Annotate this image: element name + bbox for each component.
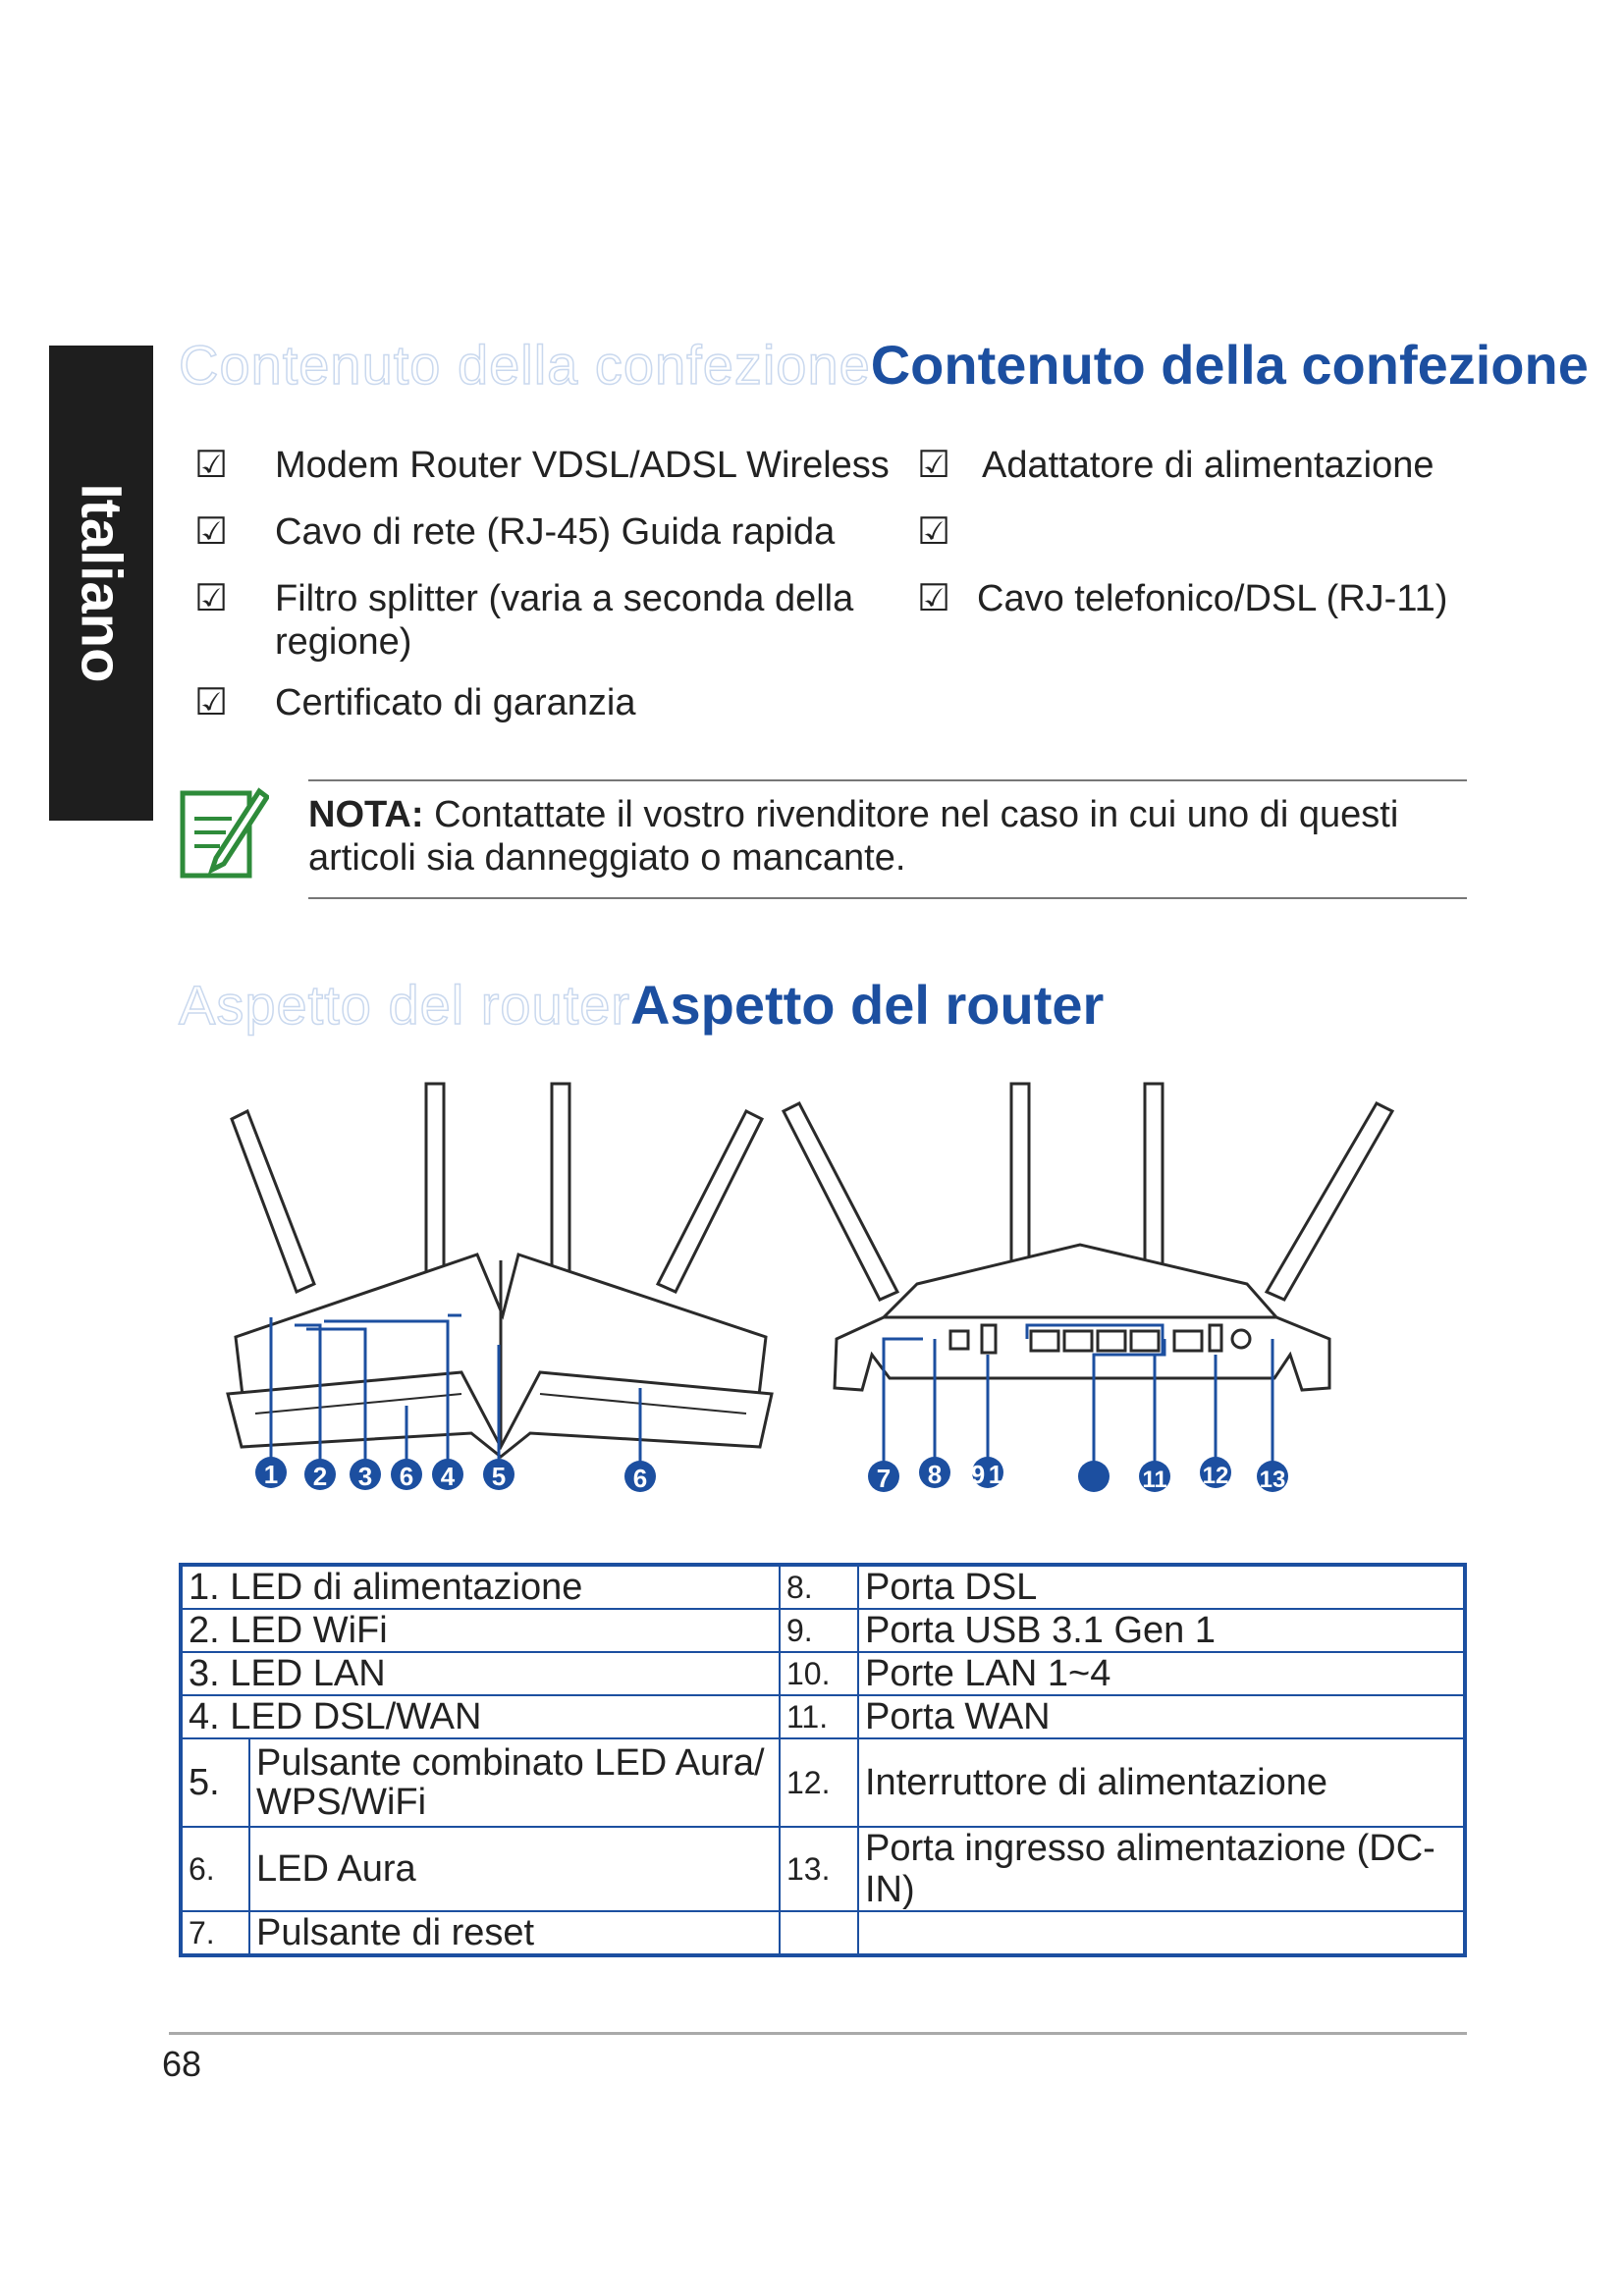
checklist-item: Certificato di garanzia — [275, 682, 636, 723]
table-cell — [780, 1911, 858, 1955]
section-router-ghost-title: Aspetto del router — [179, 974, 631, 1036]
callout-marker-3 — [350, 1459, 381, 1491]
table-cell: 7. — [181, 1911, 249, 1955]
note-label: NOTA: — [308, 794, 424, 835]
table-cell: 2. LED WiFi — [181, 1609, 780, 1652]
checkbox-icon: ☑ — [194, 578, 229, 619]
lan-port — [1098, 1331, 1125, 1351]
callout-marker-13 — [1257, 1461, 1288, 1493]
checklist-item: Adattatore di alimentazione — [982, 445, 1435, 486]
table-cell: LED Aura — [249, 1827, 780, 1911]
table-cell: Porte LAN 1~4 — [858, 1652, 1465, 1695]
usb-port — [982, 1325, 996, 1353]
antenna-icon — [784, 1103, 897, 1300]
table-row — [181, 1565, 1465, 1609]
checklist-item: Filtro splitter (varia a seconda della regione) — [275, 578, 854, 663]
router-back-body — [835, 1317, 1329, 1390]
note-bottom-rule — [308, 897, 1467, 899]
svg-text:3: 3 — [357, 1462, 373, 1491]
section-contents-heading — [179, 334, 1589, 396]
checkbox-icon: ☑ — [194, 511, 229, 553]
svg-text:12: 12 — [1202, 1463, 1229, 1489]
table-cell: 6. — [181, 1827, 249, 1911]
svg-text:1: 1 — [988, 1460, 1003, 1489]
callout-marker-7 — [868, 1461, 899, 1493]
section-contents-ghost-title: Contenuto della confezione — [179, 334, 871, 396]
table-row — [181, 1695, 1465, 1738]
table-cell: Interruttore di alimentazione — [858, 1738, 1465, 1827]
callout-marker-2 — [304, 1459, 336, 1491]
table-cell: 1. LED di alimentazione — [181, 1565, 780, 1609]
power-switch — [1210, 1325, 1221, 1351]
back-markers — [868, 1457, 1288, 1493]
callout-marker-9 — [971, 1457, 1003, 1489]
table-row — [181, 1738, 1465, 1827]
section-contents-title: Contenuto della confezione — [870, 334, 1589, 396]
note-pencil-icon — [177, 781, 269, 881]
callout-marker-6b — [624, 1461, 656, 1493]
footer-rule — [169, 2032, 1467, 2035]
lan-port — [1031, 1331, 1058, 1351]
checklist-item: Cavo telefonico/DSL (RJ-11) — [977, 578, 1448, 619]
antenna-icon — [232, 1111, 314, 1292]
table-cell: Porta DSL — [858, 1565, 1465, 1609]
svg-text:6: 6 — [399, 1462, 414, 1491]
callout-marker-1 — [255, 1457, 287, 1489]
section-router-title: Aspetto del router — [630, 974, 1105, 1036]
checklist-item: Modem Router VDSL/ADSL Wireless — [275, 445, 890, 486]
table-cell: 9. — [780, 1609, 858, 1652]
table-cell: 11. — [780, 1695, 858, 1738]
router-parts-legend-table — [179, 1563, 1467, 1957]
router-diagram — [0, 1060, 1624, 1531]
svg-text:11: 11 — [1142, 1467, 1167, 1493]
table-cell: Pulsante combinato LED Aura/ WPS/WiFi — [249, 1738, 780, 1827]
callout-marker-4 — [432, 1459, 463, 1491]
front-markers — [255, 1457, 656, 1493]
svg-text:5: 5 — [491, 1462, 507, 1491]
router-back-top — [884, 1245, 1276, 1317]
callout-marker-11 — [1139, 1461, 1170, 1493]
callout-marker-8 — [919, 1457, 950, 1489]
table-cell: Porta USB 3.1 Gen 1 — [858, 1609, 1465, 1652]
svg-text:1: 1 — [263, 1460, 279, 1489]
table-cell: 3. LED LAN — [181, 1652, 780, 1695]
antenna-icon — [426, 1084, 444, 1280]
svg-text:6: 6 — [632, 1464, 648, 1493]
lan-port — [1131, 1331, 1159, 1351]
note-body: Contattate il vostro rivenditore nel caso in cui uno di questi articoli sia danneggiato o mancante. — [308, 794, 1399, 879]
table-cell: Porta ingresso alimentazione (DC-IN) — [858, 1827, 1465, 1911]
antenna-icon — [658, 1111, 762, 1292]
language-side-tab — [49, 346, 153, 821]
note-text — [308, 793, 1467, 880]
table-cell: 12. — [780, 1738, 858, 1827]
callout-marker-10 — [1078, 1461, 1110, 1492]
svg-text:2: 2 — [312, 1462, 328, 1491]
page-number: 68 — [162, 2044, 202, 2084]
svg-text:8: 8 — [927, 1460, 943, 1489]
antenna-icon — [552, 1084, 569, 1280]
note-top-rule — [308, 779, 1467, 781]
table-cell — [858, 1911, 1465, 1955]
checkbox-icon: ☑ — [917, 511, 951, 553]
callout-marker-6a — [391, 1459, 422, 1491]
dsl-port — [950, 1331, 968, 1349]
table-cell: 10. — [780, 1652, 858, 1695]
table-row — [181, 1827, 1465, 1911]
language-tab-label: Italiano — [69, 483, 134, 683]
table-cell: Pulsante di reset — [249, 1911, 780, 1955]
table-cell: 5. — [181, 1738, 249, 1827]
table-cell: 4. LED DSL/WAN — [181, 1695, 780, 1738]
table-row — [181, 1652, 1465, 1695]
table-cell: 13. — [780, 1827, 858, 1911]
svg-text:7: 7 — [876, 1464, 892, 1493]
checkbox-icon: ☑ — [917, 445, 951, 486]
table-cell: Porta WAN — [858, 1695, 1465, 1738]
antenna-icon — [1267, 1103, 1392, 1300]
checkbox-icon: ☑ — [194, 445, 229, 486]
callout-marker-5 — [483, 1459, 514, 1491]
router-back-illustration — [784, 1084, 1392, 1390]
wan-port — [1174, 1331, 1202, 1351]
svg-text:13: 13 — [1259, 1467, 1286, 1493]
svg-text:9: 9 — [970, 1460, 986, 1489]
callout-marker-12 — [1200, 1457, 1231, 1489]
lan-port — [1064, 1331, 1092, 1351]
table-row — [181, 1609, 1465, 1652]
table-cell: 8. — [780, 1565, 858, 1609]
checkbox-icon: ☑ — [917, 578, 951, 619]
section-router-heading — [179, 974, 1105, 1036]
dc-in-port — [1232, 1330, 1250, 1348]
checkbox-icon: ☑ — [194, 682, 229, 723]
table-row — [181, 1911, 1465, 1955]
svg-text:4: 4 — [440, 1462, 456, 1491]
checklist-item: Cavo di rete (RJ-45) Guida rapida — [275, 511, 836, 553]
